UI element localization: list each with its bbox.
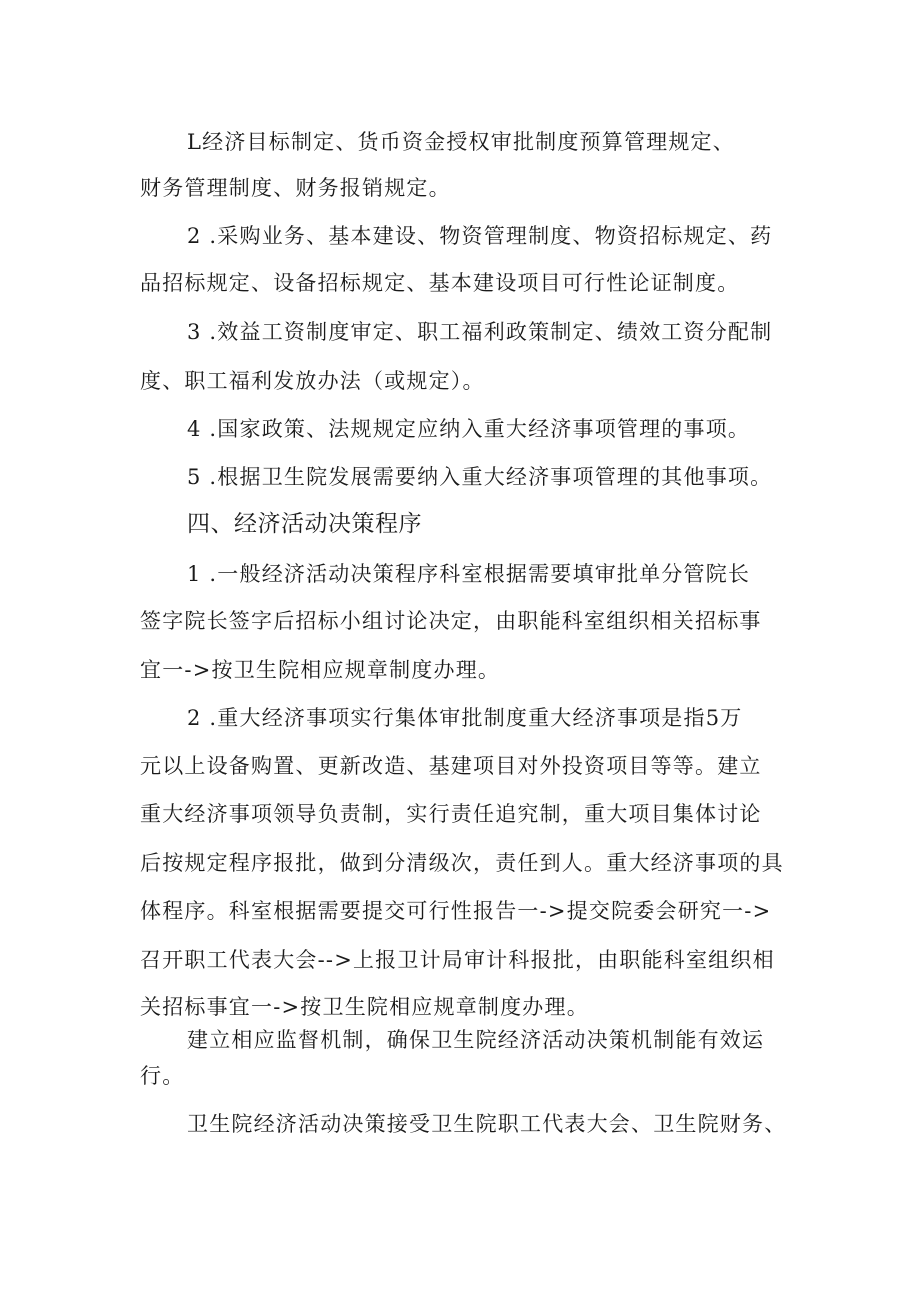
text-line: 后按规定程序报批，做到分清级次，责任到人。重大经济事项的具	[140, 851, 784, 875]
text-line: 5 .根据卫生院发展需要纳入重大经济事项管理的其他事项。	[187, 465, 773, 489]
text-line: 财务管理制度、财务报销规定。	[140, 176, 451, 200]
section-heading: 四、经济活动决策程序	[187, 511, 422, 537]
text-line: 卫生院经济活动决策接受卫生院职工代表大会、卫生院财务、	[187, 1112, 787, 1136]
text-line: L经济目标制定、货币资金授权审批制度预算管理规定、	[187, 130, 735, 154]
text-line: 3 .效益工资制度审定、职工福利政策制定、绩效工资分配制	[187, 320, 773, 344]
text-line: 1 .一般经济活动决策程序科室根据需要填审批单分管院长	[187, 562, 751, 586]
text-line: 重大经济事项领导负责制，实行责任追究制，重大项目集体讨论	[140, 802, 762, 826]
text-line: 元以上设备购置、更新改造、基建项目对外投资项目等等。建立	[140, 754, 762, 778]
text-line: 2 .采购业务、基本建设、物资管理制度、物资招标规定、药	[187, 224, 773, 248]
text-line: 关招标事宜一->按卫生院相应规章制度办理。	[140, 995, 589, 1019]
text-line: 度、职工福利发放办法（或规定）。	[140, 369, 485, 393]
text-line: 行。	[140, 1064, 185, 1088]
text-line: 建立相应监督机制，确保卫生院经济活动决策机制能有效运	[187, 1028, 765, 1052]
text-line: 体程序。科室根据需要提交可行性报告一->提交院委会研究一->	[140, 899, 772, 923]
text-line: 签字院长签字后招标小组讨论决定，由职能科室组织相关招标事	[140, 609, 762, 633]
text-line: 召开职工代表大会-->上报卫计局审计科报批，由职能科室组织相	[140, 948, 775, 972]
text-line: 4 .国家政策、法规规定应纳入重大经济事项管理的事项。	[187, 417, 751, 441]
text-line: 2 .重大经济事项实行集体审批制度重大经济事项是指5万	[187, 706, 743, 730]
text-line: 宜一->按卫生院相应规章制度办理。	[140, 658, 501, 682]
text-line: 品招标规定、设备招标规定、基本建设项目可行性论证制度。	[140, 271, 740, 295]
